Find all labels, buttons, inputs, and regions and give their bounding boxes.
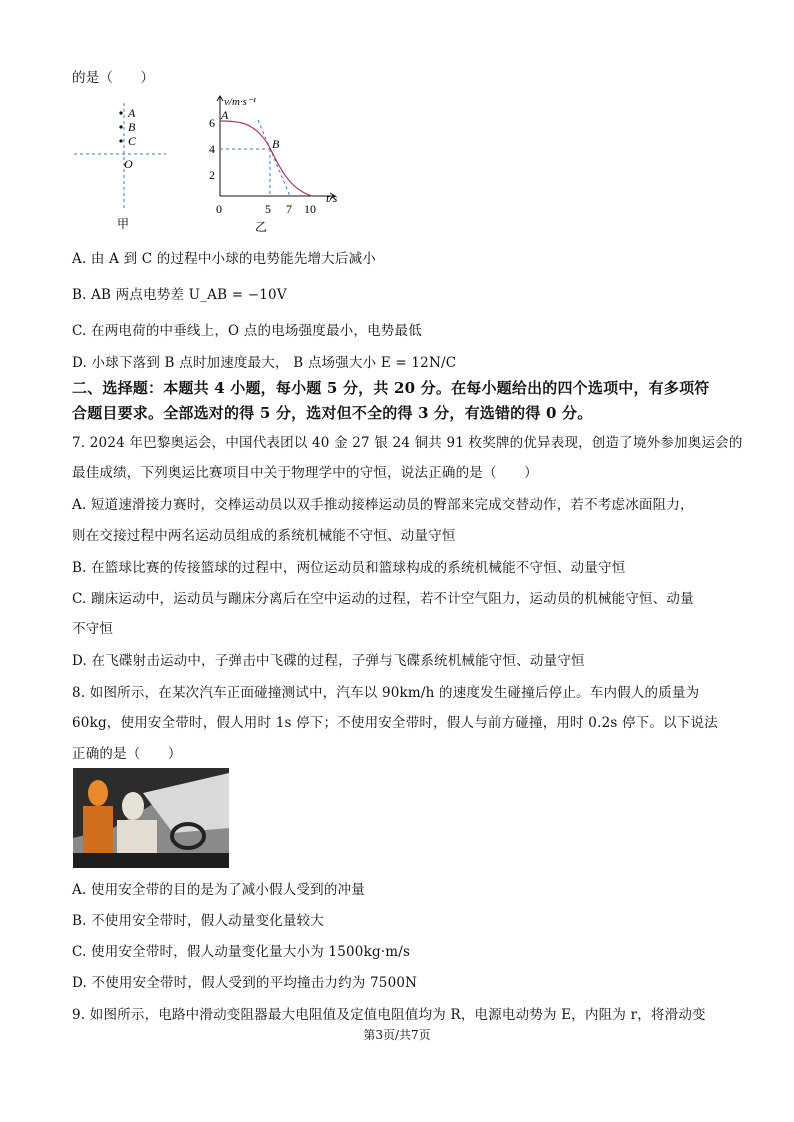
caption-yi: 乙 [255,220,268,234]
y-tick-4: 4 [209,142,215,156]
x-tick-5: 5 [265,202,271,216]
intro-tail: 的是（ ） [72,70,155,86]
label-b: B [128,120,136,134]
x-tick-10: 10 [304,202,316,216]
q7-option-c-line1: C. 蹦床运动中，运动员与蹦床分离后在空中运动的过程，若不计空气阻力，运动员的机械能守恒、动量 [72,591,694,607]
point-b-label: B [272,137,280,151]
q7-option-a-line2: 则在交接过程中两名运动员组成的系统机械能不守恒、动量守恒 [72,528,456,544]
figure-jia [70,98,170,238]
section2-heading-line1: 二、选择题：本题共 4 小题，每小题 5 分，共 20 分。在每小题给出的四个选项中，有多项符 [72,379,710,397]
q7-option-b: B. 在篮球比赛的传接篮球的过程中，两位运动员和篮球构成的系统机械能不守恒、动量守恒 [72,560,626,576]
q7-stem-line2: 最佳成绩，下列奥运比赛项目中关于物理学中的守恒，说法正确的是（ ） [72,465,538,481]
q8-stem-line1: 8. 如图所示，在某次汽车正面碰撞测试中，汽车以 90km/h 的速度发生碰撞后停止。车内假人的质量为 [72,685,700,701]
caption-jia: 甲 [117,217,130,231]
page-footer: 第3页/共7页 [363,1028,431,1042]
q7-option-a-line1: A. 短道速滑接力赛时，交棒运动员以双手推动接棒运动员的臀部来完成交替动作，若不考虑冰面阻力， [72,497,694,513]
q7-option-d: D. 在飞碟射击运动中，子弹击中飞碟的过程，子弹与飞碟系统机械能守恒、动量守恒 [72,653,585,669]
y-tick-6: 6 [209,116,215,130]
q8-stem-line3: 正确的是（ ） [72,746,182,762]
label-a: A [128,106,136,120]
q6-option-a: A. 由 A 到 C 的过程中小球的电势能先增大后减小 [72,251,376,267]
q6-option-d: D. 小球下落到 B 点时加速度最大， B 点场强大小 E = 12N/C [72,355,457,371]
point-c-dot [119,139,122,142]
point-a-dot [119,111,122,114]
q7-stem-line1: 7. 2024 年巴黎奥运会，中国代表团以 40 金 27 银 24 铜共 91 枚奖牌的优异表现，创造了境外参加奥运会的 [72,435,743,451]
label-c: C [128,134,137,148]
q6-option-c: C. 在两电荷的中垂线上，O 点的电场强度最小，电势最低 [72,323,422,339]
q6-option-b: B. AB 两点电势差 U_AB = −10V [72,287,287,303]
velocity-curve [220,121,312,196]
x-tick-7: 7 [286,202,292,216]
q7-option-c-line2: 不守恒 [72,621,114,637]
q8-stem-line2: 60kg，使用安全带时，假人用时 1s 停下；不使用安全带时，假人与前方碰撞，用时 0.2s 停下。以下说法 [72,715,718,731]
q8-option-b: B. 不使用安全带时，假人动量变化量较大 [72,913,325,929]
label-o: O [124,157,133,171]
x-axis-label: t/s [326,191,338,205]
x-tick-0: 0 [216,202,222,216]
q8-option-c: C. 使用安全带时，假人动量变化量大小为 1500kg·m/s [72,944,411,960]
crash-test-photo [73,768,229,868]
point-a-label: A [221,108,229,122]
section2-heading-line2: 合题目要求。全部选对的得 5 分，选对但不全的得 3 分，有选错的得 0 分。 [72,404,593,422]
figure-yi [200,92,360,237]
point-b-dot [119,125,122,128]
y-axis-label: v/m·s⁻¹ [224,96,257,108]
q8-option-d: D. 不使用安全带时，假人受到的平均撞击力约为 7500N [72,975,418,991]
q8-option-a: A. 使用安全带的目的是为了减小假人受到的冲量 [72,882,365,898]
y-tick-2: 2 [209,168,215,182]
q9-stem-line1: 9. 如图所示，电路中滑动变阻器最大电阻值及定值电阻值均为 R，电源电动势为 E，内阻为 r，将滑动变 [72,1007,706,1023]
